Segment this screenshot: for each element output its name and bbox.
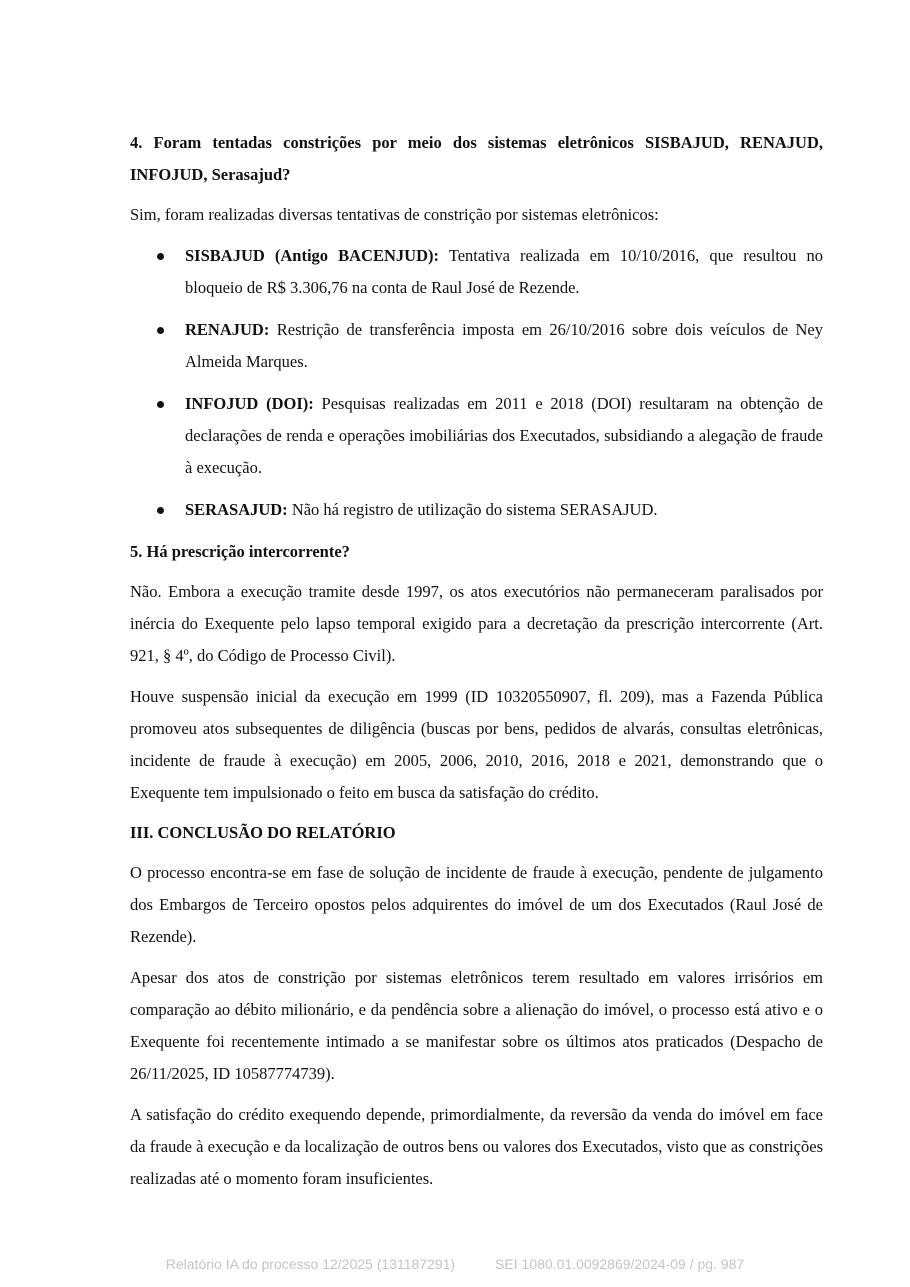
conclusion-heading: III. CONCLUSÃO DO RELATÓRIO	[130, 823, 396, 842]
list-item-sisbajud	[130, 240, 823, 304]
list-item-infojud	[130, 388, 823, 484]
list-item-text: Pesquisas realizadas em 2011 e 2018 (DOI) resultaram na obtenção de declarações de renda e operações imobiliárias dos Executados, subsidiando a alegação de fraude à execução.	[185, 394, 823, 477]
bullet-icon	[157, 401, 164, 408]
bullet-icon	[157, 327, 164, 334]
page-footer	[0, 1256, 910, 1272]
list-item-text: Restrição de transferência imposta em 26/10/2016 sobre dois veículos de Ney Almeida Marques.	[185, 320, 823, 371]
list-item-label: SISBAJUD (Antigo BACENJUD):	[185, 246, 439, 265]
conclusion-paragraph: Apesar dos atos de constrição por sistemas eletrônicos terem resultado em valores irrisórios em comparação ao débito milionário, e da pendência sobre a alienação do imóvel, o processo está ativo e o Exequente foi recentemente intimado a se manifestar sobre os últimos atos praticados (Despacho de 26/11/2025, ID 10587774739).	[130, 968, 823, 1083]
list-item-label: INFOJUD (DOI):	[185, 394, 314, 413]
conclusion-paragraph: O processo encontra-se em fase de solução de incidente de fraude à execução, pendente de julgamento dos Embargos de Terceiro opostos pelos adquirentes do imóvel de um dos Executados (Raul José de Rezende).	[130, 863, 823, 946]
footer-sei-reference: SEI 1080.01.0092869/2024-09 / pg. 987	[495, 1256, 745, 1272]
list-item-text: Não há registro de utilização do sistema SERASAJUD.	[291, 500, 658, 519]
list-item-renajud	[130, 314, 823, 378]
conclusion-paragraph: A satisfação do crédito exequendo depende, primordialmente, da reversão da venda do imóvel em face da fraude à execução e da localização de outros bens ou valores dos Executados, visto que as constrições realizadas até o momento foram insuficientes.	[130, 1105, 823, 1188]
question-5-heading: 5. Há prescrição intercorrente?	[130, 542, 350, 561]
question-5-paragraph: Não. Embora a execução tramite desde 1997, os atos executórios não permaneceram paralisados por inércia do Exequente pelo lapso temporal exigido para a decretação da prescrição intercorrente (Art. 921, § 4º, do Código de Processo Civil).	[130, 582, 823, 665]
list-item-label: SERASAJUD:	[185, 500, 288, 519]
list-item-text: Tentativa realizada em 10/10/2016, que resultou no bloqueio de R$ 3.306,76 na conta de Raul José de Rezende.	[185, 246, 824, 297]
list-item-label: RENAJUD:	[185, 320, 270, 339]
question-5-paragraph: Houve suspensão inicial da execução em 1999 (ID 10320550907, fl. 209), mas a Fazenda Pública promoveu atos subsequentes de diligência (buscas por bens, pedidos de alvarás, consultas eletrônicas, incidente de fraude à execução) em 2005, 2006, 2010, 2016, 2018 e 2021, demonstrando que o Exequente tem impulsionado o feito em busca da satisfação do crédito.	[130, 687, 823, 802]
question-4-intro: Sim, foram realizadas diversas tentativas de constrição por sistemas eletrônicos:	[130, 205, 659, 224]
list-item-serasajud	[130, 494, 823, 526]
document-body	[130, 127, 823, 1195]
constriction-systems-list	[130, 240, 823, 526]
bullet-icon	[157, 507, 164, 514]
question-4-heading: 4. Foram tentadas constrições por meio dos sistemas eletrônicos SISBAJUD, RENAJUD, INFOJUD, Serasajud?	[130, 133, 823, 184]
bullet-icon	[157, 253, 164, 260]
footer-report-id: Relatório IA do processo 12/2025 (131187291)	[165, 1256, 456, 1272]
